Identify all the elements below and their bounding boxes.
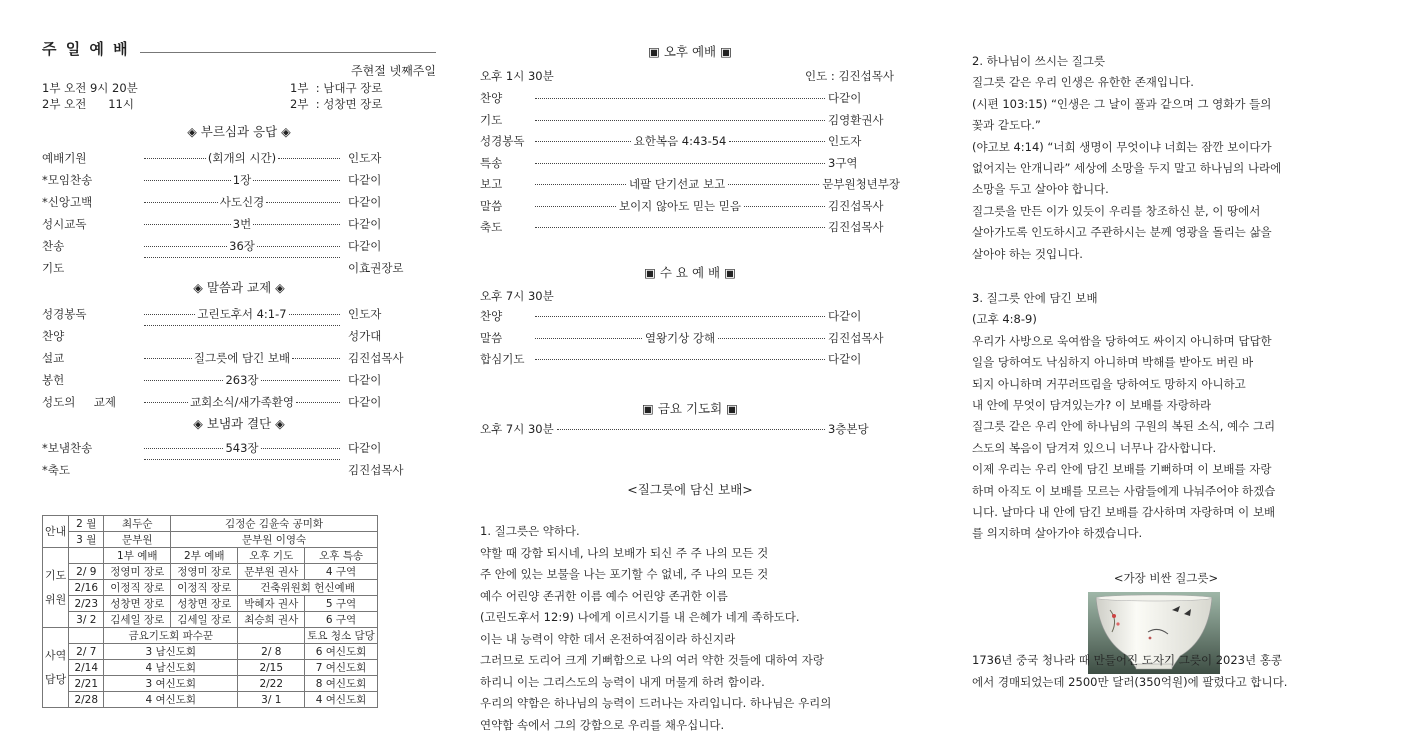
text-line: 소망을 두고 살아야 합니다.: [972, 182, 1109, 197]
order-item-name: *축도: [42, 463, 70, 477]
table-cell: 김세일 장로: [171, 612, 238, 628]
text-line: (고후 4:8-9): [972, 312, 1037, 327]
service-item-name: 말씀: [480, 198, 503, 213]
sermon-title: <질그릇에 담신 보배>: [627, 482, 753, 497]
table-cell: 3/ 2: [69, 612, 104, 628]
table-cell: [238, 628, 305, 644]
text-line: 질그릇을 만든 이가 있듯이 우리를 창조하신 분, 이 땅에서: [972, 203, 1261, 218]
table-cell: 김세일 장로: [104, 612, 171, 628]
order-item-desc: 263장: [225, 373, 259, 387]
text-line: 스도의 복음이 담겨져 있으니 너무나 감사합니다.: [972, 440, 1217, 455]
order-item-detail: [142, 462, 342, 463]
order-item-name: 찬송: [42, 239, 65, 253]
order-item-person: 성가대: [348, 329, 382, 343]
order-item-person: 다같이: [348, 239, 382, 253]
text-line: (시편 103:15) “인생은 그 날이 풀과 같으며 그 영화가 들의: [972, 96, 1272, 111]
text-line: 되지 아니하며 거꾸러뜨림을 당하여도 망하지 아니하고: [972, 376, 1246, 391]
table-cell: 건축위원회 헌신예배: [238, 580, 378, 596]
text-line: (야고보 4:14) “너희 생명이 무엇이냐 너희는 잠깐 보이다가: [972, 139, 1272, 154]
caption-line: 1736년 중국 청나라 때 만들어진 도자기 그릇이 2023년 홍콩: [972, 653, 1282, 667]
service-item: [480, 219, 900, 235]
schedule-table: [42, 515, 378, 708]
service-item: [480, 308, 900, 324]
table-cell: 최두순: [104, 516, 171, 532]
order-item: [42, 440, 436, 456]
service-duty-label: [43, 628, 69, 708]
sermon-line: 약할 때 강함 되시네, 나의 보배가 되신 주 주 나의 모든 것: [480, 545, 769, 560]
section-heading: ◈ 부르심과 응답 ◈: [187, 124, 291, 139]
order-item: [42, 462, 436, 478]
table-cell: 성창면 장로: [171, 596, 238, 612]
table-cell: 6 구역: [305, 612, 378, 628]
sermon-line: 그러므로 도리어 크게 기뻐함으로 나의 여러 약한 것들에 대하여 자랑: [480, 653, 824, 667]
order-item-desc: 질그릇에 담긴 보배: [193, 351, 291, 365]
table-header: 2부 예배: [171, 548, 238, 564]
table-cell: 2/15: [238, 660, 305, 676]
sunday-worship-title: 주 일 예 배: [42, 40, 130, 58]
order-item-desc: 1장: [232, 173, 252, 187]
order-item-detail: [142, 172, 342, 188]
service-item-name: 기도: [480, 112, 503, 127]
table-row: [43, 676, 378, 692]
notice-label: 안내: [43, 516, 69, 548]
table-cell: 4 여신도회: [305, 692, 378, 708]
sunday-subtitle: 주현절 넷째주일: [351, 64, 436, 78]
order-item-detail: [142, 150, 342, 166]
service-item-desc: 요한복음 4:43-54: [633, 134, 727, 148]
order-item: [42, 328, 436, 344]
table-cell: 최승희 권사: [238, 612, 305, 628]
order-item-desc: 36장: [229, 239, 255, 253]
service-item-name: 특송: [480, 155, 503, 170]
service-item-person: 김영환권사: [828, 112, 884, 127]
service-item-person: 김진섭목사: [828, 220, 884, 234]
service-item-name: 보고: [480, 177, 503, 191]
order-item: [42, 150, 436, 166]
service-time: 2부 오전 11시: [42, 97, 134, 111]
service-item: [480, 155, 900, 171]
order-item-name: 기도: [42, 261, 65, 275]
order-item-detail: [142, 238, 342, 254]
service-item: [480, 198, 900, 214]
table-header: 토요 청소 담당: [305, 628, 378, 644]
text-line: 꽃과 같도다.”: [972, 118, 1041, 133]
order-item-detail: [142, 194, 342, 210]
service-item-person: 다같이: [828, 352, 862, 366]
text-line: 일을 당하여도 낙심하지 아니하며 박해를 받아도 버린 바: [972, 355, 1254, 370]
service-label-bottom: 담당: [45, 672, 67, 686]
order-item-person: 다같이: [348, 395, 382, 409]
service-item-desc: 네팔 단기선교 보고: [629, 177, 726, 191]
text-line: 내 안에 무엇이 담겨있는가? 이 보배를 자랑하라: [972, 398, 1212, 412]
service-item: [480, 330, 900, 346]
order-item-name: 성경봉독: [42, 307, 87, 321]
order-item-name: *보냄찬송: [42, 441, 93, 455]
service-item-desc: 보이지 않아도 믿는 믿음: [618, 198, 742, 213]
table-cell: 2/14: [69, 660, 104, 676]
service-item-desc: 열왕기상 강해: [644, 330, 716, 345]
service-item-person: 다같이: [828, 91, 862, 105]
afternoon-header: [480, 68, 900, 84]
order-item-person: 다같이: [348, 173, 382, 187]
service-leader: 2부 : 성창면 장로: [290, 97, 383, 111]
table-cell: 2/ 9: [69, 564, 104, 580]
afternoon-service-title: ▣ 오후 예배 ▣: [648, 44, 732, 59]
order-item-desc: 고린도후서 4:1-7: [197, 307, 287, 321]
friday-time: 오후 7시 30분: [480, 422, 554, 436]
table-cell: 3 남신도회: [104, 644, 238, 660]
table-row: [43, 660, 378, 676]
service-time-row: [42, 80, 436, 96]
table-cell: 2/23: [69, 596, 104, 612]
order-item-name: 예배기원: [42, 151, 87, 165]
sermon-line: 이는 내 능력이 약한 데서 온전하여짐이라 하신지라: [480, 631, 736, 646]
order-item-detail: [142, 440, 342, 456]
text-line: 살아야 하는 것입니다.: [972, 246, 1083, 261]
service-item-name: 합심기도: [480, 352, 525, 366]
table-cell: 2/ 7: [69, 644, 104, 660]
order-item-name: *신앙고백: [42, 195, 93, 209]
service-item-name: 말씀: [480, 330, 503, 345]
order-item-person: 다같이: [348, 373, 382, 387]
service-item-person: 다같이: [828, 309, 862, 323]
table-header: 오후 특송: [305, 548, 378, 564]
order-item-detail: [142, 328, 342, 329]
text-line: 없어지는 안개니라” 세상에 소망을 두지 말고 하나님의 나라에: [972, 161, 1282, 175]
table-cell: 4 여신도회: [104, 692, 238, 708]
text-line: 를 의지하며 살아가야 하겠습니다.: [972, 526, 1143, 541]
friday-place: 3층본당: [828, 422, 869, 436]
friday-prayer-title: ▣ 금요 기도회 ▣: [642, 401, 738, 416]
table-cell: 문부원 이영숙: [171, 532, 378, 548]
text-line: 이제 우리는 우리 안에 담긴 보배를 기뻐하며 이 보배를 자랑: [972, 462, 1272, 477]
afternoon-leader: 인도 : 김진섭목사: [805, 69, 894, 83]
order-item: [42, 350, 436, 366]
table-cell: 문부원: [104, 532, 171, 548]
wednesday-service-title: ▣ 수 요 예 배 ▣: [644, 265, 736, 280]
service-item-name: 성경봉독: [480, 134, 525, 148]
table-cell: 3 여신도회: [104, 676, 238, 692]
section-heading: ◈ 말씀과 교제 ◈: [193, 280, 285, 295]
service-item: [480, 112, 900, 128]
order-item-person: 이효권장로: [348, 261, 404, 275]
order-item: [42, 372, 436, 388]
table-header: 금요기도회 파수꾼: [104, 628, 238, 644]
order-item: [42, 216, 436, 232]
sermon-line: 주 안에 있는 보물을 나는 포기할 수 없네, 주 나의 모든 것: [480, 567, 769, 581]
table-cell: 문부원 권사: [238, 564, 305, 580]
service-item: [480, 176, 900, 192]
order-item-detail: [142, 306, 342, 322]
order-item-person: 인도자: [348, 151, 382, 165]
table-row: [43, 612, 378, 628]
table-cell: 4 구역: [305, 564, 378, 580]
table-cell: 8 여신도회: [305, 676, 378, 692]
order-item: [42, 394, 436, 410]
table-cell: 2/ 8: [238, 644, 305, 660]
service-label-top: 사역: [45, 648, 67, 662]
order-item-desc: (회개의 시간): [207, 151, 277, 165]
order-item-person: 인도자: [348, 307, 382, 321]
order-item-detail: [142, 350, 342, 366]
service-item: [480, 351, 900, 367]
text-line: 질그릇 같은 우리 안에 하나님의 구원의 복된 소식, 예수 그리: [972, 419, 1276, 434]
order-item: [42, 260, 436, 276]
service-item-name: 찬양: [480, 91, 503, 105]
text-line: 니다. 날마다 내 안에 담긴 보배를 감사하며 자랑하며 이 보배: [972, 505, 1276, 519]
service-time: 1부 오전 9시 20분: [42, 81, 138, 95]
table-cell: 2/22: [238, 676, 305, 692]
order-item: [42, 172, 436, 188]
order-item: [42, 194, 436, 210]
sermon-line: 1. 질그릇은 약하다.: [480, 524, 580, 538]
prayer-label-top: 기도: [45, 568, 67, 582]
sermon-line: 연약함 속에서 그의 강함으로 우리를 채우십니다.: [480, 717, 725, 732]
service-item: [480, 90, 900, 106]
table-cell: 6 여신도회: [305, 644, 378, 660]
prayer-label-bottom: 위원: [45, 592, 67, 606]
sermon-line: 예수 어린양 존귀한 이름 예수 어린양 존귀한 이름: [480, 588, 728, 603]
caption-line: 에서 경매되었는데 2500만 달러(350억원)에 팔렸다고 합니다.: [972, 675, 1288, 689]
title-divider: [140, 52, 436, 53]
service-item-name: 찬양: [480, 309, 503, 323]
order-item-person: 김진섭목사: [348, 351, 404, 365]
table-cell: 5 구역: [305, 596, 378, 612]
table-cell: 2 월: [69, 516, 104, 532]
table-cell: 박혜자 권사: [238, 596, 305, 612]
table-cell: 이정직 장로: [171, 580, 238, 596]
table-cell: 정영미 장로: [104, 564, 171, 580]
table-row: [43, 692, 378, 708]
table-cell: 이정직 장로: [104, 580, 171, 596]
table-header: 오후 기도: [238, 548, 305, 564]
text-line: 우리가 사방으로 욱여쌈을 당하여도 싸이지 아니하며 답답한: [972, 333, 1272, 348]
order-item: [42, 306, 436, 322]
order-item-person: 다같이: [348, 217, 382, 231]
text-line: 2. 하나님이 쓰시는 질그릇: [972, 54, 1106, 68]
table-cell: 4 남신도회: [104, 660, 238, 676]
service-item-person: 3구역: [828, 155, 858, 170]
sermon-line: 우리의 약함은 하나님의 능력이 드러나는 자리입니다. 하나님은 우리의: [480, 696, 832, 710]
order-item-detail: [142, 394, 342, 410]
sermon-line: 하리니 이는 그리스도의 능력이 내게 머물게 하려 함이라.: [480, 674, 765, 689]
table-cell: 3/ 1: [238, 692, 305, 708]
service-item-person: 문부원청년부장: [822, 177, 901, 191]
table-cell: 7 여신도회: [305, 660, 378, 676]
order-item-person: 김진섭목사: [348, 463, 404, 477]
text-line: 질그릇 같은 우리 인생은 유한한 존재입니다.: [972, 75, 1194, 90]
order-item: [42, 238, 436, 254]
table-row: [43, 564, 378, 580]
order-item-name: 설교: [42, 351, 65, 365]
service-item-person: 김진섭목사: [828, 330, 884, 345]
afternoon-time: 오후 1시 30분: [480, 69, 554, 83]
service-time-row: [42, 96, 436, 112]
table-row: [43, 644, 378, 660]
table-cell: 김정순 김윤숙 공미화: [171, 516, 378, 532]
table-cell: [69, 628, 104, 644]
service-item: [480, 133, 900, 149]
order-item-person: 다같이: [348, 441, 382, 455]
table-header: 1부 예배: [104, 548, 171, 564]
text-line: 3. 질그릇 안에 담긴 보배: [972, 291, 1098, 305]
table-cell: 정영미 장로: [171, 564, 238, 580]
order-item-person: 다같이: [348, 195, 382, 209]
caption-title: <가장 비싼 질그릇>: [1113, 571, 1219, 585]
order-item-desc: 교회소식/새가족환영: [190, 395, 294, 409]
order-item-name: 성도의 교제: [42, 395, 116, 409]
order-item-detail: [142, 260, 342, 261]
order-item-name: 성시교독: [42, 217, 87, 231]
order-item-desc: 3번: [232, 217, 252, 231]
prayer-committee-label: [43, 548, 69, 628]
order-item-detail: [142, 372, 342, 388]
service-item-person: 김진섭목사: [828, 198, 884, 213]
section-heading: ◈ 보냄과 결단 ◈: [193, 416, 285, 431]
table-cell: 2/21: [69, 676, 104, 692]
order-item-desc: 사도신경: [219, 195, 265, 209]
service-item-name: 축도: [480, 220, 503, 234]
table-cell: 2/28: [69, 692, 104, 708]
sermon-line: (고린도후서 12:9) 나에게 이르시기를 내 은혜가 네게 족하도다.: [480, 610, 800, 624]
table-cell: 3 월: [69, 532, 104, 548]
order-item-name: 봉헌: [42, 373, 65, 387]
order-item-name: 찬양: [42, 329, 65, 343]
text-line: 살아가도록 인도하시고 주관하시는 분께 영광을 돌리는 삶을: [972, 225, 1272, 240]
friday-row: [480, 421, 900, 437]
service-item-person: 인도자: [828, 134, 862, 148]
service-leader: 1부 : 남대구 장로: [290, 81, 383, 95]
table-row: [43, 580, 378, 596]
table-cell: 2/16: [69, 580, 104, 596]
order-item-detail: [142, 216, 342, 232]
table-cell: 성창면 장로: [104, 596, 171, 612]
order-item-name: *모임찬송: [42, 173, 93, 187]
order-item-desc: 543장: [225, 441, 259, 455]
text-line: 하며 아직도 이 보배를 모르는 사람들에게 나눠주어야 하겠습: [972, 483, 1276, 498]
table-row: [43, 596, 378, 612]
wednesday-time: 오후 7시 30분: [480, 289, 554, 303]
table-cell: [69, 548, 104, 564]
